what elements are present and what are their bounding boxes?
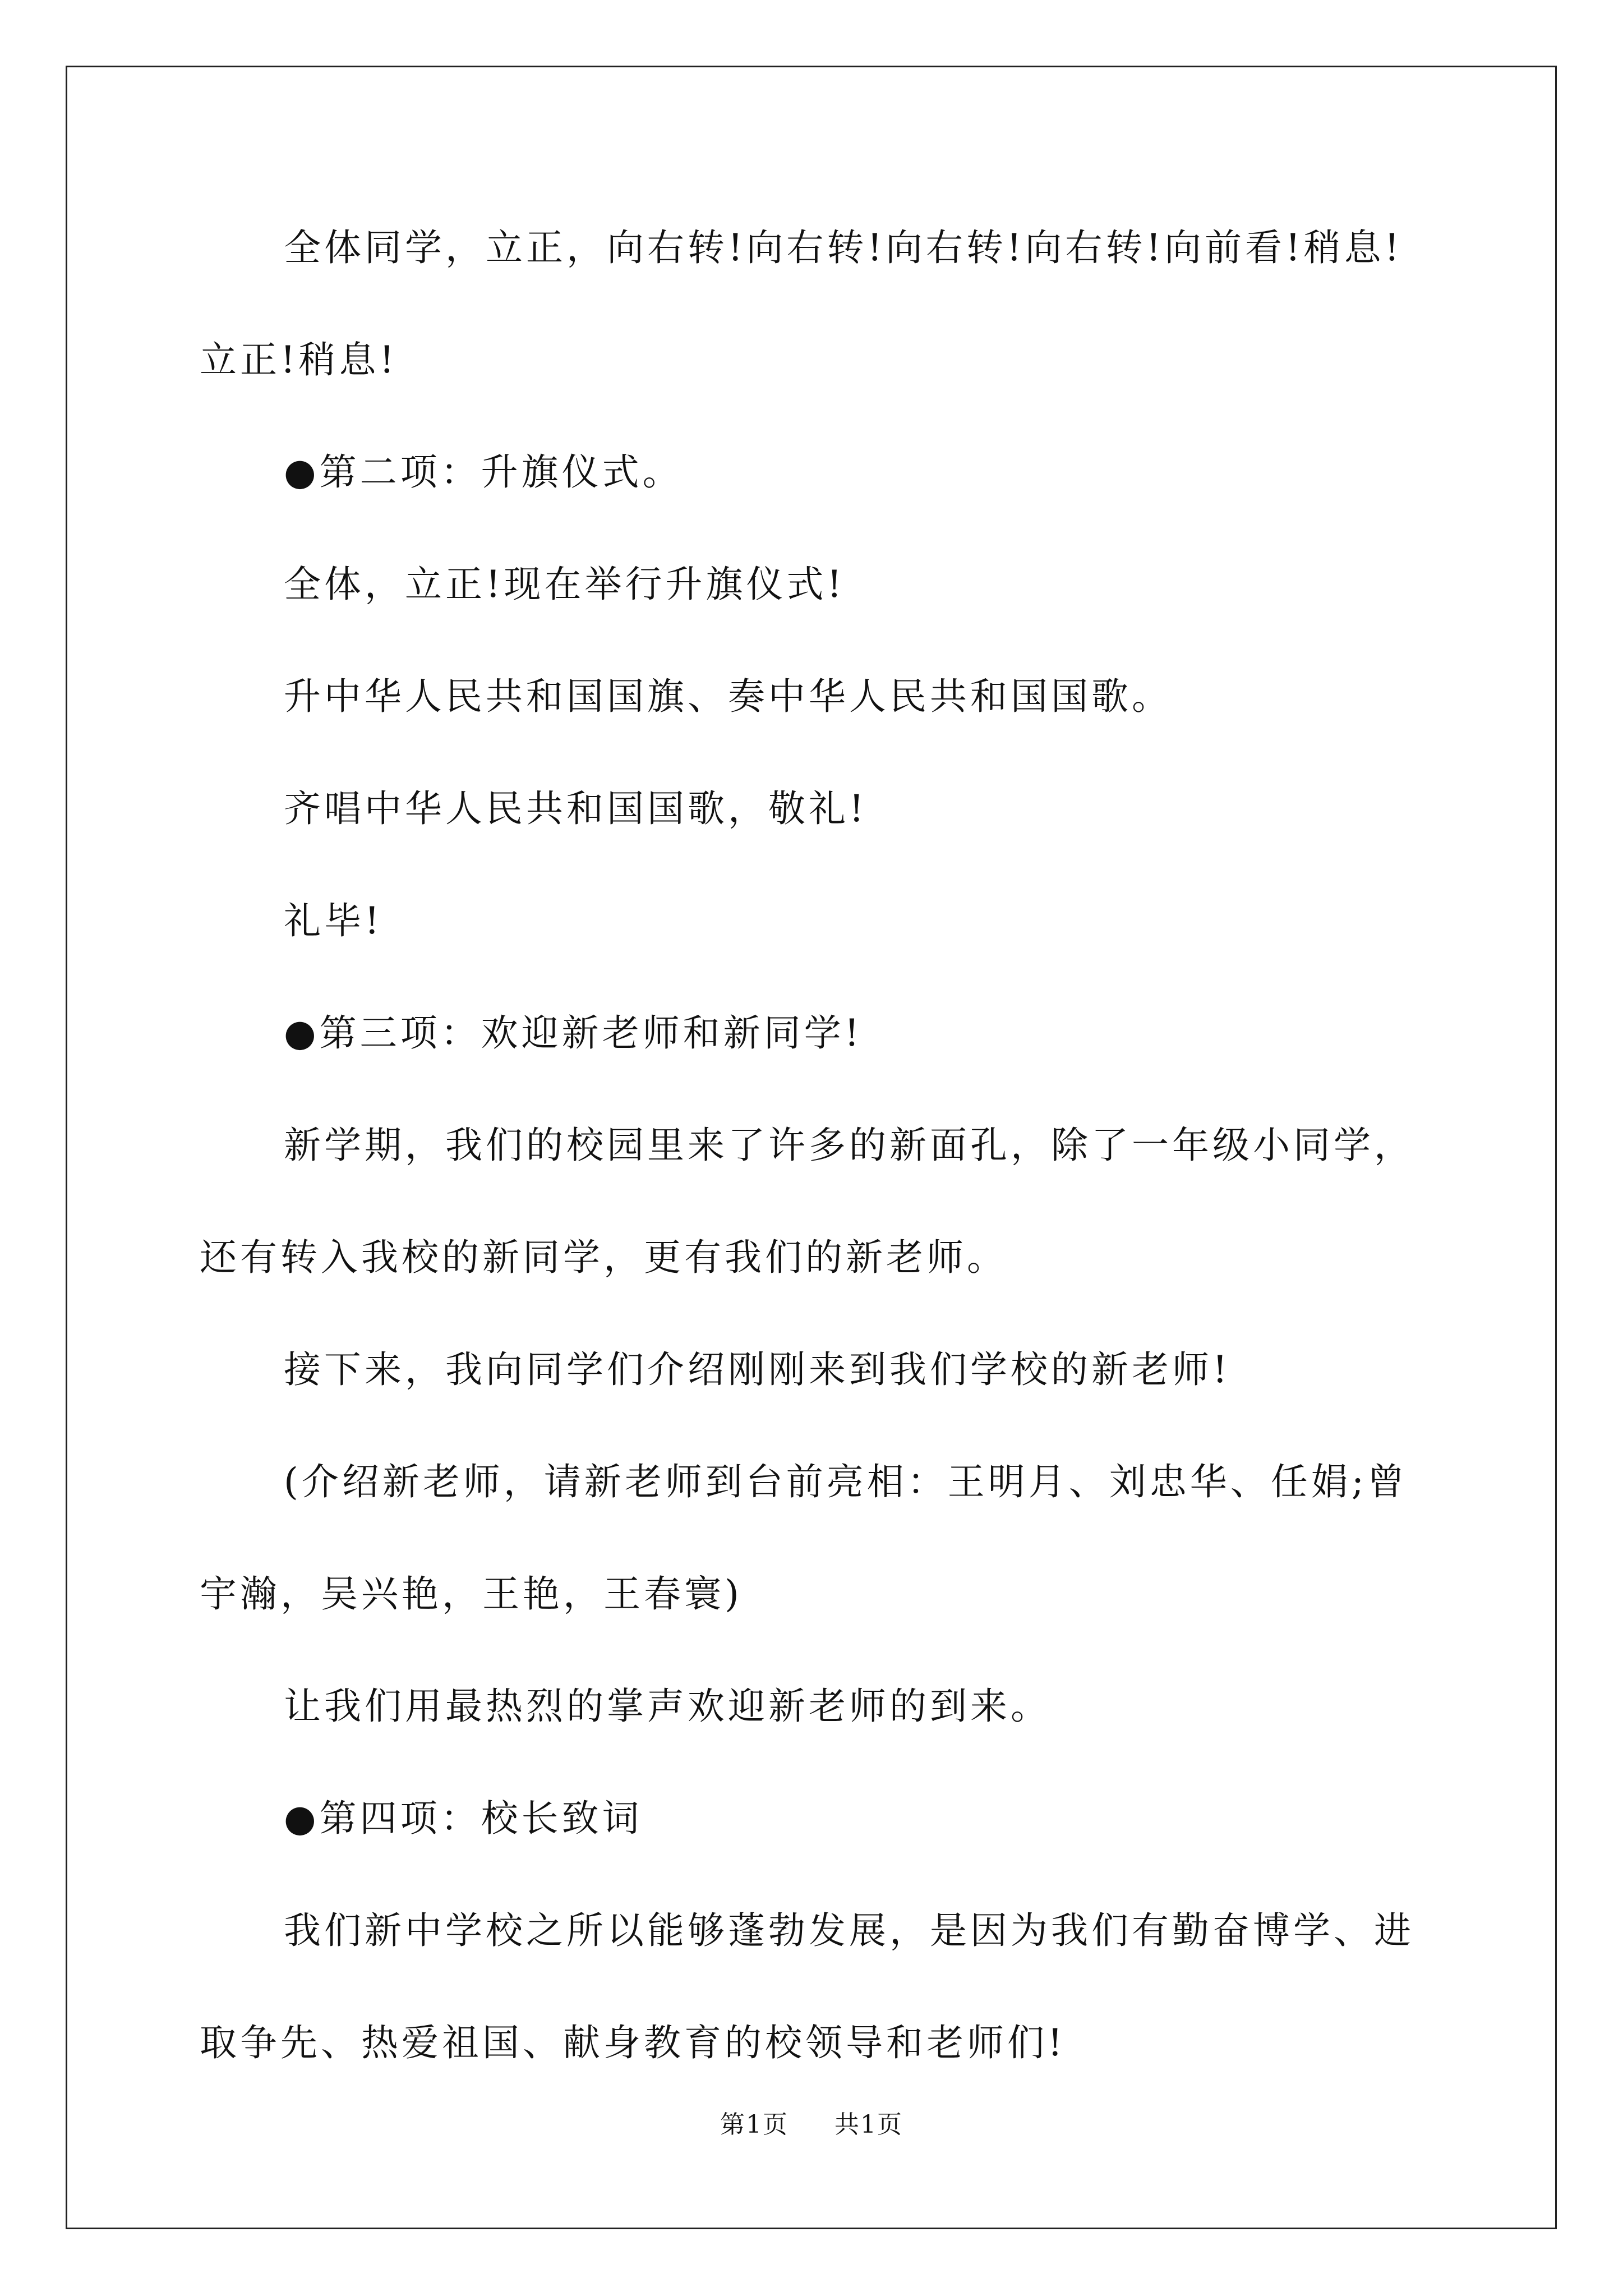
paragraph-7-heading: ●第三项：欢迎新老师和新同学! [284,1011,863,1055]
page-number: 第1页 [720,2110,789,2139]
paragraph-13: 我们新中学校之所以能够蓬勃发展，是因为我们有勤奋博学、进取争先、热爱祖国、献身教育的校领导和老师们! [200,1909,1414,2064]
paragraph-11: 让我们用最热烈的掌声欢迎新老师的到来。 [284,1685,1051,1728]
paragraph-4: 升中华人民共和国国旗、奏中华人民共和国国歌。 [284,675,1172,718]
paragraph-12-heading: ●第四项：校长致词 [284,1797,643,1840]
paragraph-2-heading: ●第二项：升旗仪式。 [284,450,683,494]
paragraph-6: 礼毕! [284,899,383,942]
paragraph-10: (介绍新老师，请新老师到台前亮相：王明月、刘忠华、任娟;曾宇瀚，吴兴艳，王艳，王春寰) [200,1460,1408,1616]
paragraph-1: 全体同学，立正，向右转!向右转!向右转!向右转!向前看!稍息!立正!稍息! [200,226,1403,381]
page-total: 共1页 [834,2110,903,2139]
paragraph-8: 新学期，我们的校园里来了许多的新面孔，除了一年级小同学，还有转入我校的新同学，更有我们的新老师。 [200,1124,1414,1279]
paragraph-3: 全体，立正!现在举行升旗仪式! [284,563,846,606]
paragraph-5: 齐唱中华人民共和国国歌，敬礼! [284,787,868,830]
paragraph-9: 接下来，我向同学们介绍刚刚来到我们学校的新老师! [284,1348,1231,1391]
page-footer [0,2108,1623,2142]
